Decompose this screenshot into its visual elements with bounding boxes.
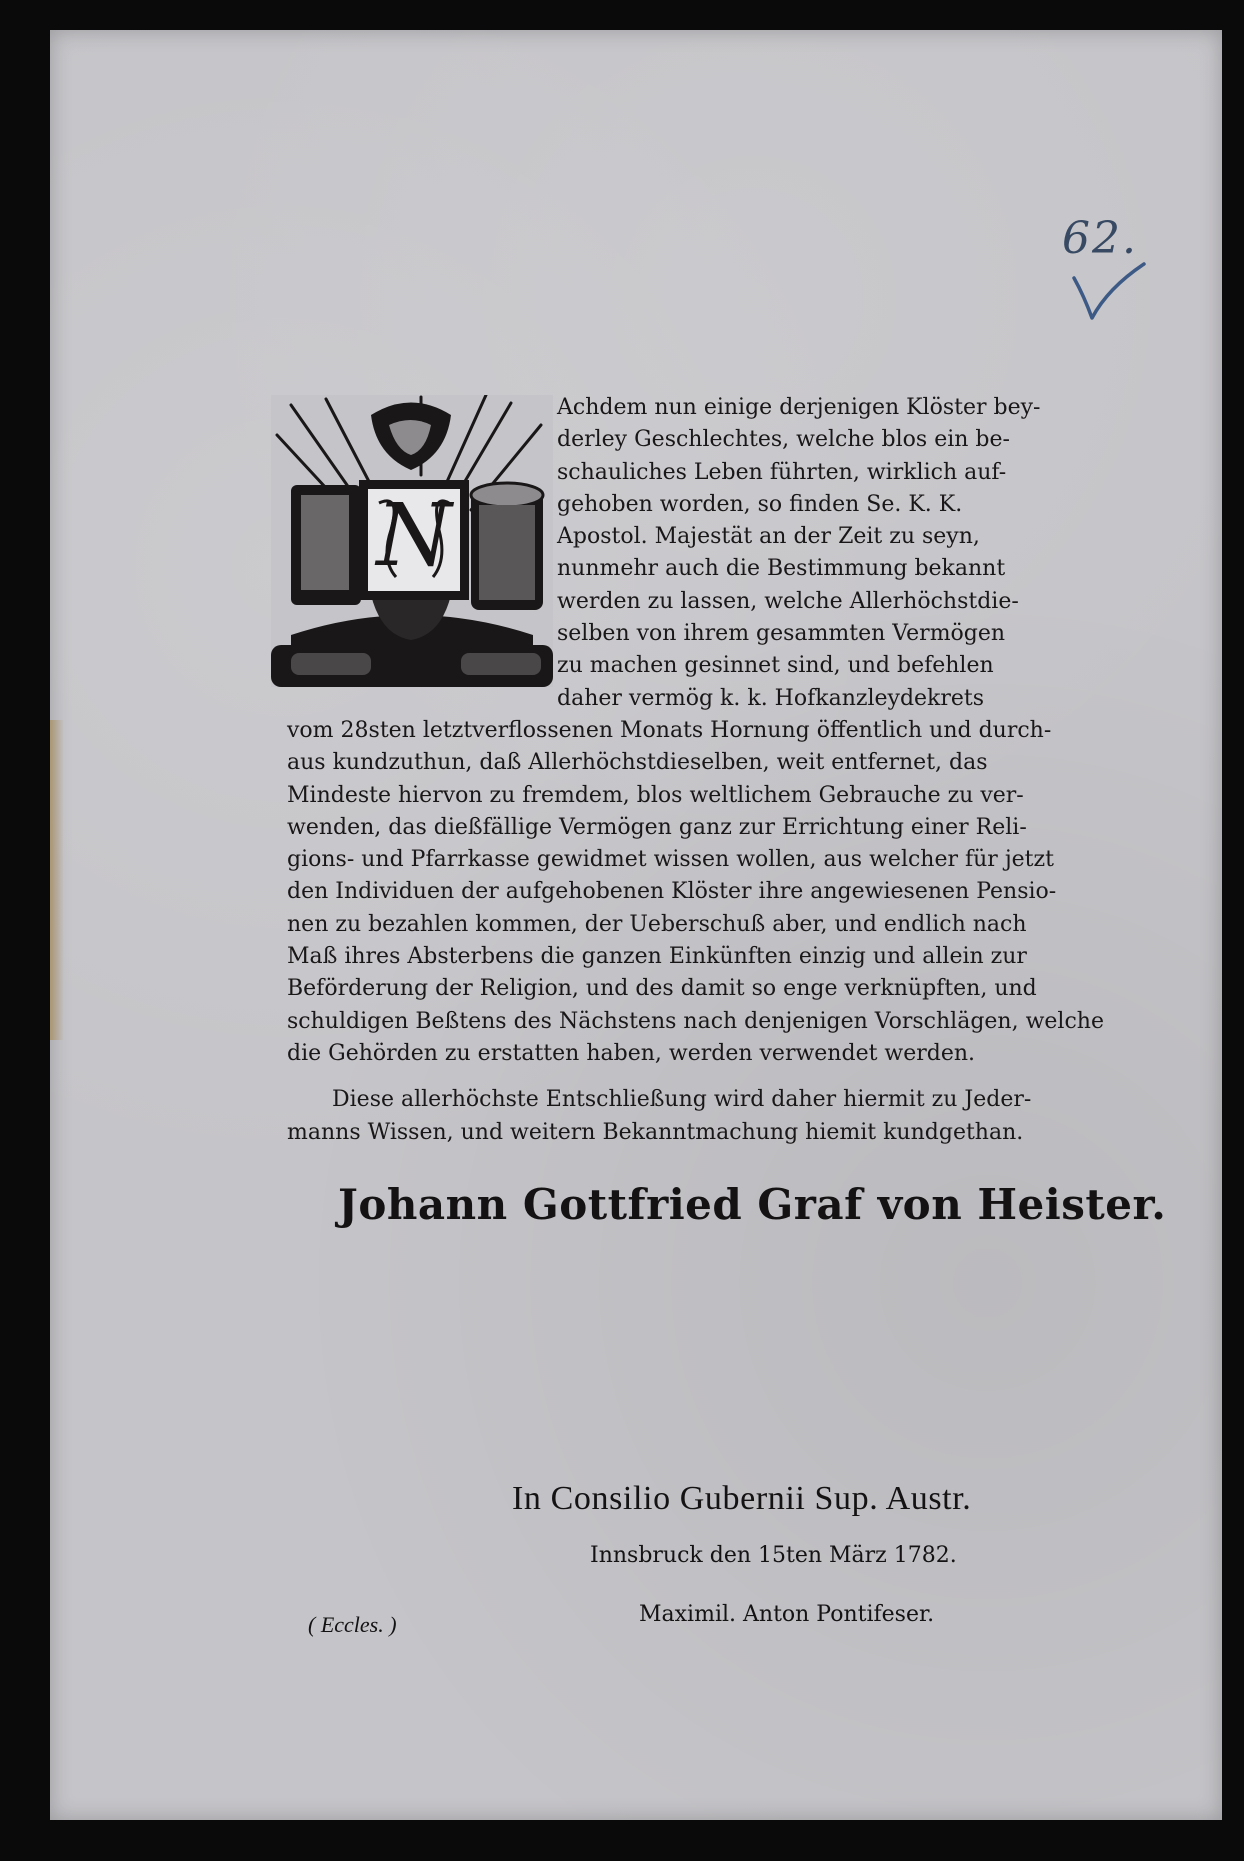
- decree-line: Mindeste hiervon zu fremdem, blos weltlichem Gebrauche zu ver-: [287, 782, 1024, 808]
- initial-letter: N: [376, 486, 452, 586]
- handwritten-number: 62.: [1062, 213, 1138, 264]
- consilio-heading: In Consilio Gubernii Sup. Austr.: [512, 1480, 972, 1517]
- decree-line: Beförderung der Religion, und des damit so enge verknüpften, und: [287, 976, 1037, 1002]
- decree-line: zu machen gesinnet sind, und befehlen: [557, 653, 994, 679]
- decree-line: gehoben worden, so finden Se. K. K.: [557, 491, 963, 517]
- decree-line: werden zu lassen, welche Allerhöchstdie-: [557, 588, 1019, 614]
- decree-line: Achdem nun einige derjenigen Klöster bey-: [557, 395, 1041, 420]
- decree-line: daher vermög k. k. Hofkanzleydekrets: [557, 685, 985, 711]
- proclamation-line: manns Wissen, und weitern Bekanntmachung hiemit kundgethan.: [287, 1119, 1024, 1145]
- signature-heister: Johann Gottfried Graf von Heister.: [338, 1180, 1167, 1229]
- classification-mark: ( Eccles. ): [308, 1612, 397, 1637]
- place-date: Innsbruck den 15ten März 1782.: [590, 1543, 957, 1568]
- decree-line: vom 28sten letztverflossenen Monats Hornung öffentlich und durch-: [287, 717, 1052, 743]
- document-page: [50, 30, 1222, 1820]
- decree-line: den Individuen der aufgehobenen Klöster ihre angewiesenen Pensio-: [287, 879, 1057, 905]
- decree-line: aus kundzuthun, daß Allerhöchstdieselben, weit entfernet, das: [287, 750, 988, 776]
- paper-stain: [50, 720, 64, 1040]
- signer-name: Maximil. Anton Pontifeser.: [639, 1602, 935, 1627]
- checkmark-icon: [1070, 258, 1150, 338]
- decree-line: selben von ihrem gesammten Vermögen: [557, 621, 1006, 647]
- decree-line: nunmehr auch die Bestimmung bekannt: [557, 556, 1006, 582]
- decree-line: Apostol. Majestät an der Zeit zu seyn,: [557, 524, 980, 550]
- decree-line: schuldigen Beßtens des Nächstens nach denjenigen Vorschlägen, welche: [287, 1008, 1104, 1034]
- proclamation-line: Diese allerhöchste Entschließung wird daher hiermit zu Jeder-: [332, 1087, 1032, 1113]
- decree-line: die Gehörden zu erstatten haben, werden verwendet werden.: [287, 1040, 976, 1066]
- decree-line: gions- und Pfarrkasse gewidmet wissen wollen, aus welcher für jetzt: [287, 847, 1054, 873]
- decree-body: [287, 392, 1104, 1149]
- decree-line: nen zu bezahlen kommen, der Ueberschuß aber, und endlich nach: [287, 911, 1027, 937]
- decree-line: Maß ihres Absterbens die ganzen Einkünften einzig und allein zur: [287, 944, 1027, 970]
- decree-line: derley Geschlechtes, welche blos ein be-: [557, 427, 1010, 453]
- decree-line: schauliches Leben führten, wirklich auf-: [557, 459, 1007, 485]
- decree-line: wenden, das dießfällige Vermögen ganz zur Errichtung einer Reli-: [287, 814, 1027, 840]
